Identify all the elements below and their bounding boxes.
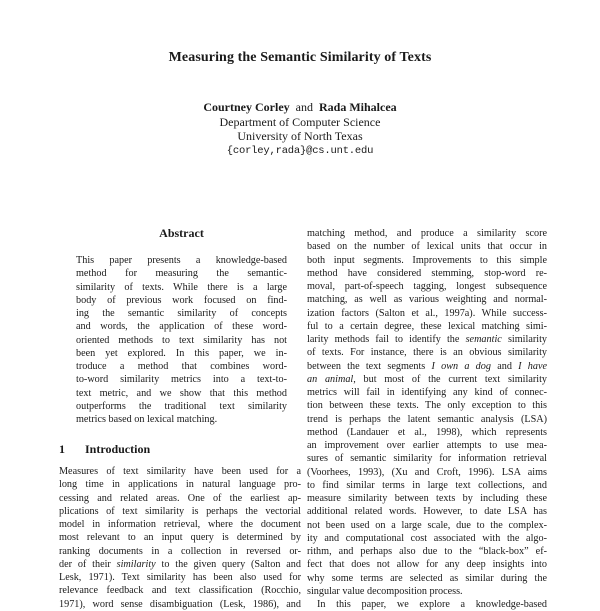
- text-segment: long time in applications in natural language pro-: [59, 479, 301, 491]
- text-segment: ization factors (Salton et al., 1997a). While success-: [307, 307, 547, 319]
- text-line: [307, 227, 547, 240]
- text-segment: trend is perhaps the latent semantic analysis (LSA): [307, 413, 547, 425]
- text-line: [59, 598, 301, 611]
- text-line: [307, 307, 547, 320]
- italic-text: similarity: [116, 558, 156, 570]
- italic-text: semantic: [465, 334, 502, 345]
- text-line: [307, 373, 547, 386]
- text-line: [307, 492, 547, 505]
- text-segment: (Voorhees, 1993), (Xu and Croft, 1996). LSA aims: [307, 466, 547, 478]
- text-segment: and words, the application of these word-: [76, 321, 287, 333]
- text-segment: matching, as well as various weighting and normal-: [307, 294, 547, 306]
- text-segment: measure similarity between texts by including these: [307, 493, 547, 504]
- text-segment: body of previous work focused on find-: [76, 294, 287, 306]
- introduction-body: [59, 465, 301, 611]
- abstract-heading: Abstract: [159, 226, 204, 240]
- text-segment: , but most of the current text similarity: [353, 373, 547, 385]
- text-segment: similarity: [501, 334, 547, 345]
- abstract-body: [76, 254, 287, 426]
- text-line: [76, 267, 287, 280]
- text-line: [76, 294, 287, 307]
- text-segment: why some terms are selected as similar during the: [307, 572, 547, 584]
- text-line: [307, 519, 547, 532]
- paper-title: Measuring the Semantic Similarity of Texts: [168, 50, 432, 65]
- left-column: [59, 226, 301, 610]
- text-segment: to find similar terms in large text collections, and: [307, 479, 547, 491]
- text-segment: moval, part-of-speech tagging, longest subsequence: [307, 281, 547, 292]
- text-segment: In this paper, we explore a knowledge-based: [317, 599, 547, 610]
- text-segment: ranking documents in a collection in reversed or-: [59, 545, 301, 557]
- text-line: [307, 452, 547, 465]
- text-segment: troduce a method that combines word-: [76, 361, 287, 372]
- text-segment: method for measuring the semantic-: [76, 268, 287, 280]
- text-line: [307, 240, 547, 253]
- text-segment: oriented methods to text similarity has not: [76, 334, 287, 346]
- text-line: [59, 558, 301, 571]
- text-segment: not been used on a large scale, due to the complex-: [307, 519, 547, 531]
- italic-text: I own a dog: [431, 360, 491, 372]
- right-column-paragraph-1: [307, 227, 547, 598]
- text-segment: singular value decomposition process.: [307, 585, 463, 597]
- text-segment: between the text segments: [307, 360, 432, 372]
- affiliation-department: Department of Computer Science: [219, 114, 381, 129]
- text-line: [59, 465, 301, 478]
- text-line: [307, 333, 547, 346]
- text-line: [76, 281, 287, 294]
- text-segment: both input segments. Improvements to this simple: [307, 254, 547, 266]
- author-name-2: Rada Mihalcea: [318, 100, 397, 114]
- text-line: [307, 545, 547, 558]
- text-segment: model in information retrieval, where the document: [59, 519, 301, 530]
- author-block: [0, 100, 600, 158]
- text-line: [307, 598, 547, 611]
- text-line: [76, 373, 287, 386]
- authors-line: [0, 100, 600, 115]
- text-segment: been yet explored. In this paper, we in-: [76, 347, 287, 359]
- text-line: [307, 293, 547, 306]
- text-line: [307, 346, 547, 359]
- text-segment: plications of text similarity is perhaps the vectorial: [59, 505, 301, 517]
- text-line: [59, 505, 301, 518]
- text-line: [307, 585, 547, 598]
- text-segment: tion between these texts. The only exception to this: [307, 400, 547, 412]
- text-segment: outperforms the traditional text similarity: [76, 400, 287, 412]
- text-segment: of texts. For instance, there is an obvious similarity: [307, 347, 547, 359]
- text-line: [307, 267, 547, 280]
- text-line: [76, 347, 287, 360]
- text-line: [307, 426, 547, 439]
- right-column-paragraph-2: [307, 598, 547, 611]
- text-line: [307, 280, 547, 293]
- text-line: [59, 584, 301, 597]
- text-segment: Measures of text similarity have been used for a: [59, 466, 301, 477]
- and-separator: and: [295, 100, 313, 114]
- italic-text: an animal: [307, 373, 354, 385]
- text-line: [76, 254, 287, 267]
- section-number: 1: [59, 442, 65, 456]
- text-line: [307, 439, 547, 452]
- text-line: [307, 386, 547, 399]
- text-line: [307, 413, 547, 426]
- text-segment: der of their: [59, 558, 117, 570]
- text-segment: text metric, and we show that this method: [76, 387, 287, 399]
- text-line: [76, 413, 287, 426]
- text-segment: similarity of texts. While there is a large: [76, 281, 287, 293]
- text-segment: This paper presents a knowledge-based: [76, 255, 287, 266]
- email-address: {corley,rada}@cs.unt.edu: [226, 144, 374, 157]
- text-line: [307, 479, 547, 492]
- text-line: [76, 307, 287, 320]
- text-segment: and: [490, 360, 519, 372]
- text-line: [307, 505, 547, 518]
- text-line: [76, 360, 287, 373]
- text-segment: sures of semantic similarity for information retrieval: [307, 453, 547, 465]
- text-line: [307, 532, 547, 545]
- text-segment: to the given query (Salton and: [155, 558, 301, 570]
- text-line: [307, 466, 547, 479]
- text-segment: method have considered stemming, stop-word re-: [307, 267, 547, 279]
- text-segment: cessing and related areas. One of the earliest ap-: [59, 492, 301, 504]
- text-segment: ity and computational cost associated with the algo-: [307, 532, 547, 544]
- text-line: [76, 320, 287, 333]
- section-heading-introduction: [59, 443, 301, 456]
- text-line: [76, 400, 287, 413]
- text-segment: 1971), word sense disambiguation (Lesk, 1986), and: [59, 598, 301, 610]
- text-segment: metrics will fail in identifying any kind of connec-: [307, 387, 547, 398]
- text-segment: additional related words. However, to date LSA has: [307, 506, 547, 518]
- text-segment: most relevant to an input query is determined by: [59, 532, 301, 544]
- text-line: [307, 399, 547, 412]
- text-segment: based on the number of lexical units that occur in: [307, 241, 547, 253]
- affiliation-university: University of North Texas: [237, 129, 363, 143]
- text-line: [307, 320, 547, 333]
- text-line: [307, 360, 547, 373]
- text-segment: an improvement over earlier attempts to use mea-: [307, 440, 547, 451]
- text-segment: ful to a certain degree, these lexical matching simi-: [307, 320, 547, 332]
- text-segment: metrics based on lexical matching.: [76, 414, 218, 425]
- section-title: Introduction: [85, 442, 151, 456]
- text-segment: matching method, and produce a similarity score: [307, 228, 547, 239]
- text-segment: fect that does not allow for any deep insights into: [307, 559, 547, 571]
- text-line: [59, 492, 301, 505]
- right-column: [307, 227, 548, 610]
- text-line: [76, 387, 287, 400]
- text-line: [59, 545, 301, 558]
- text-segment: rithm, and perhaps also due to the “black-box” ef-: [307, 546, 547, 557]
- text-segment: ing the semantic similarity of concepts: [76, 308, 287, 319]
- text-line: [307, 254, 547, 267]
- text-line: [307, 572, 547, 585]
- text-line: [59, 478, 301, 491]
- text-line: [76, 334, 287, 347]
- text-line: [59, 518, 301, 531]
- text-line: [307, 558, 547, 571]
- text-segment: Lesk, 1971). Text similarity has been also used for: [59, 572, 301, 583]
- text-segment: larity methods fail to identify the: [307, 334, 466, 345]
- text-line: [59, 531, 301, 544]
- italic-text: I have: [518, 360, 548, 372]
- text-segment: relevance feedback and text classification (Rocchio,: [59, 585, 301, 597]
- text-segment: method (Landauer et al., 1998), which represents: [307, 426, 547, 438]
- author-name-1: Courtney Corley: [203, 100, 290, 114]
- text-line: [59, 571, 301, 584]
- text-segment: to-word similarity metrics into a text-to-: [76, 374, 287, 386]
